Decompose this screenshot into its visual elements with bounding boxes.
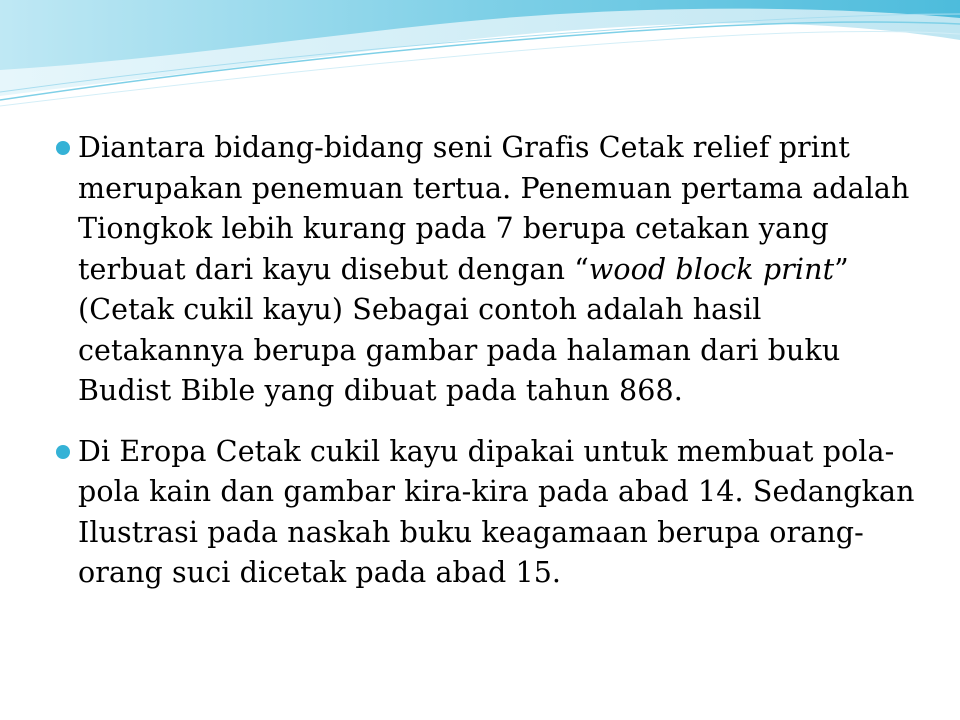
- header-wave-decoration: [0, 0, 960, 120]
- bullet-dot-icon: [56, 445, 70, 459]
- bullet-dot-icon: [56, 141, 70, 155]
- bullet-1-text-part1: Diantara bidang-bidang seni Grafis Cetak relief print merupakan penemuan tertua. Penemuan pertama adalah Tiongkok lebih kurang pada 7 berupa cetakan yang terbuat dari kayu disebut dengan “: [78, 131, 910, 286]
- bullet-list: [56, 128, 916, 594]
- bullet-item-2: [56, 432, 916, 594]
- bullet-item-1: [56, 128, 916, 412]
- bullet-1-italic-text: wood block print: [588, 252, 835, 286]
- bullet-2-text: Di Eropa Cetak cukil kayu dipakai untuk membuat pola-pola kain dan gambar kira-kira pada abad 14. Sedangkan Ilustrasi pada naskah buku keagamaan berupa orang-orang suci dicetak pada abad 15.: [78, 434, 915, 589]
- content-area: [56, 128, 916, 614]
- bullet-1-text-part2: ” (Cetak cukil kayu) Sebagai contoh adalah hasil cetakannya berupa gambar pada halaman dari buku Budist Bible yang dibuat pada tahun 868.: [78, 252, 849, 407]
